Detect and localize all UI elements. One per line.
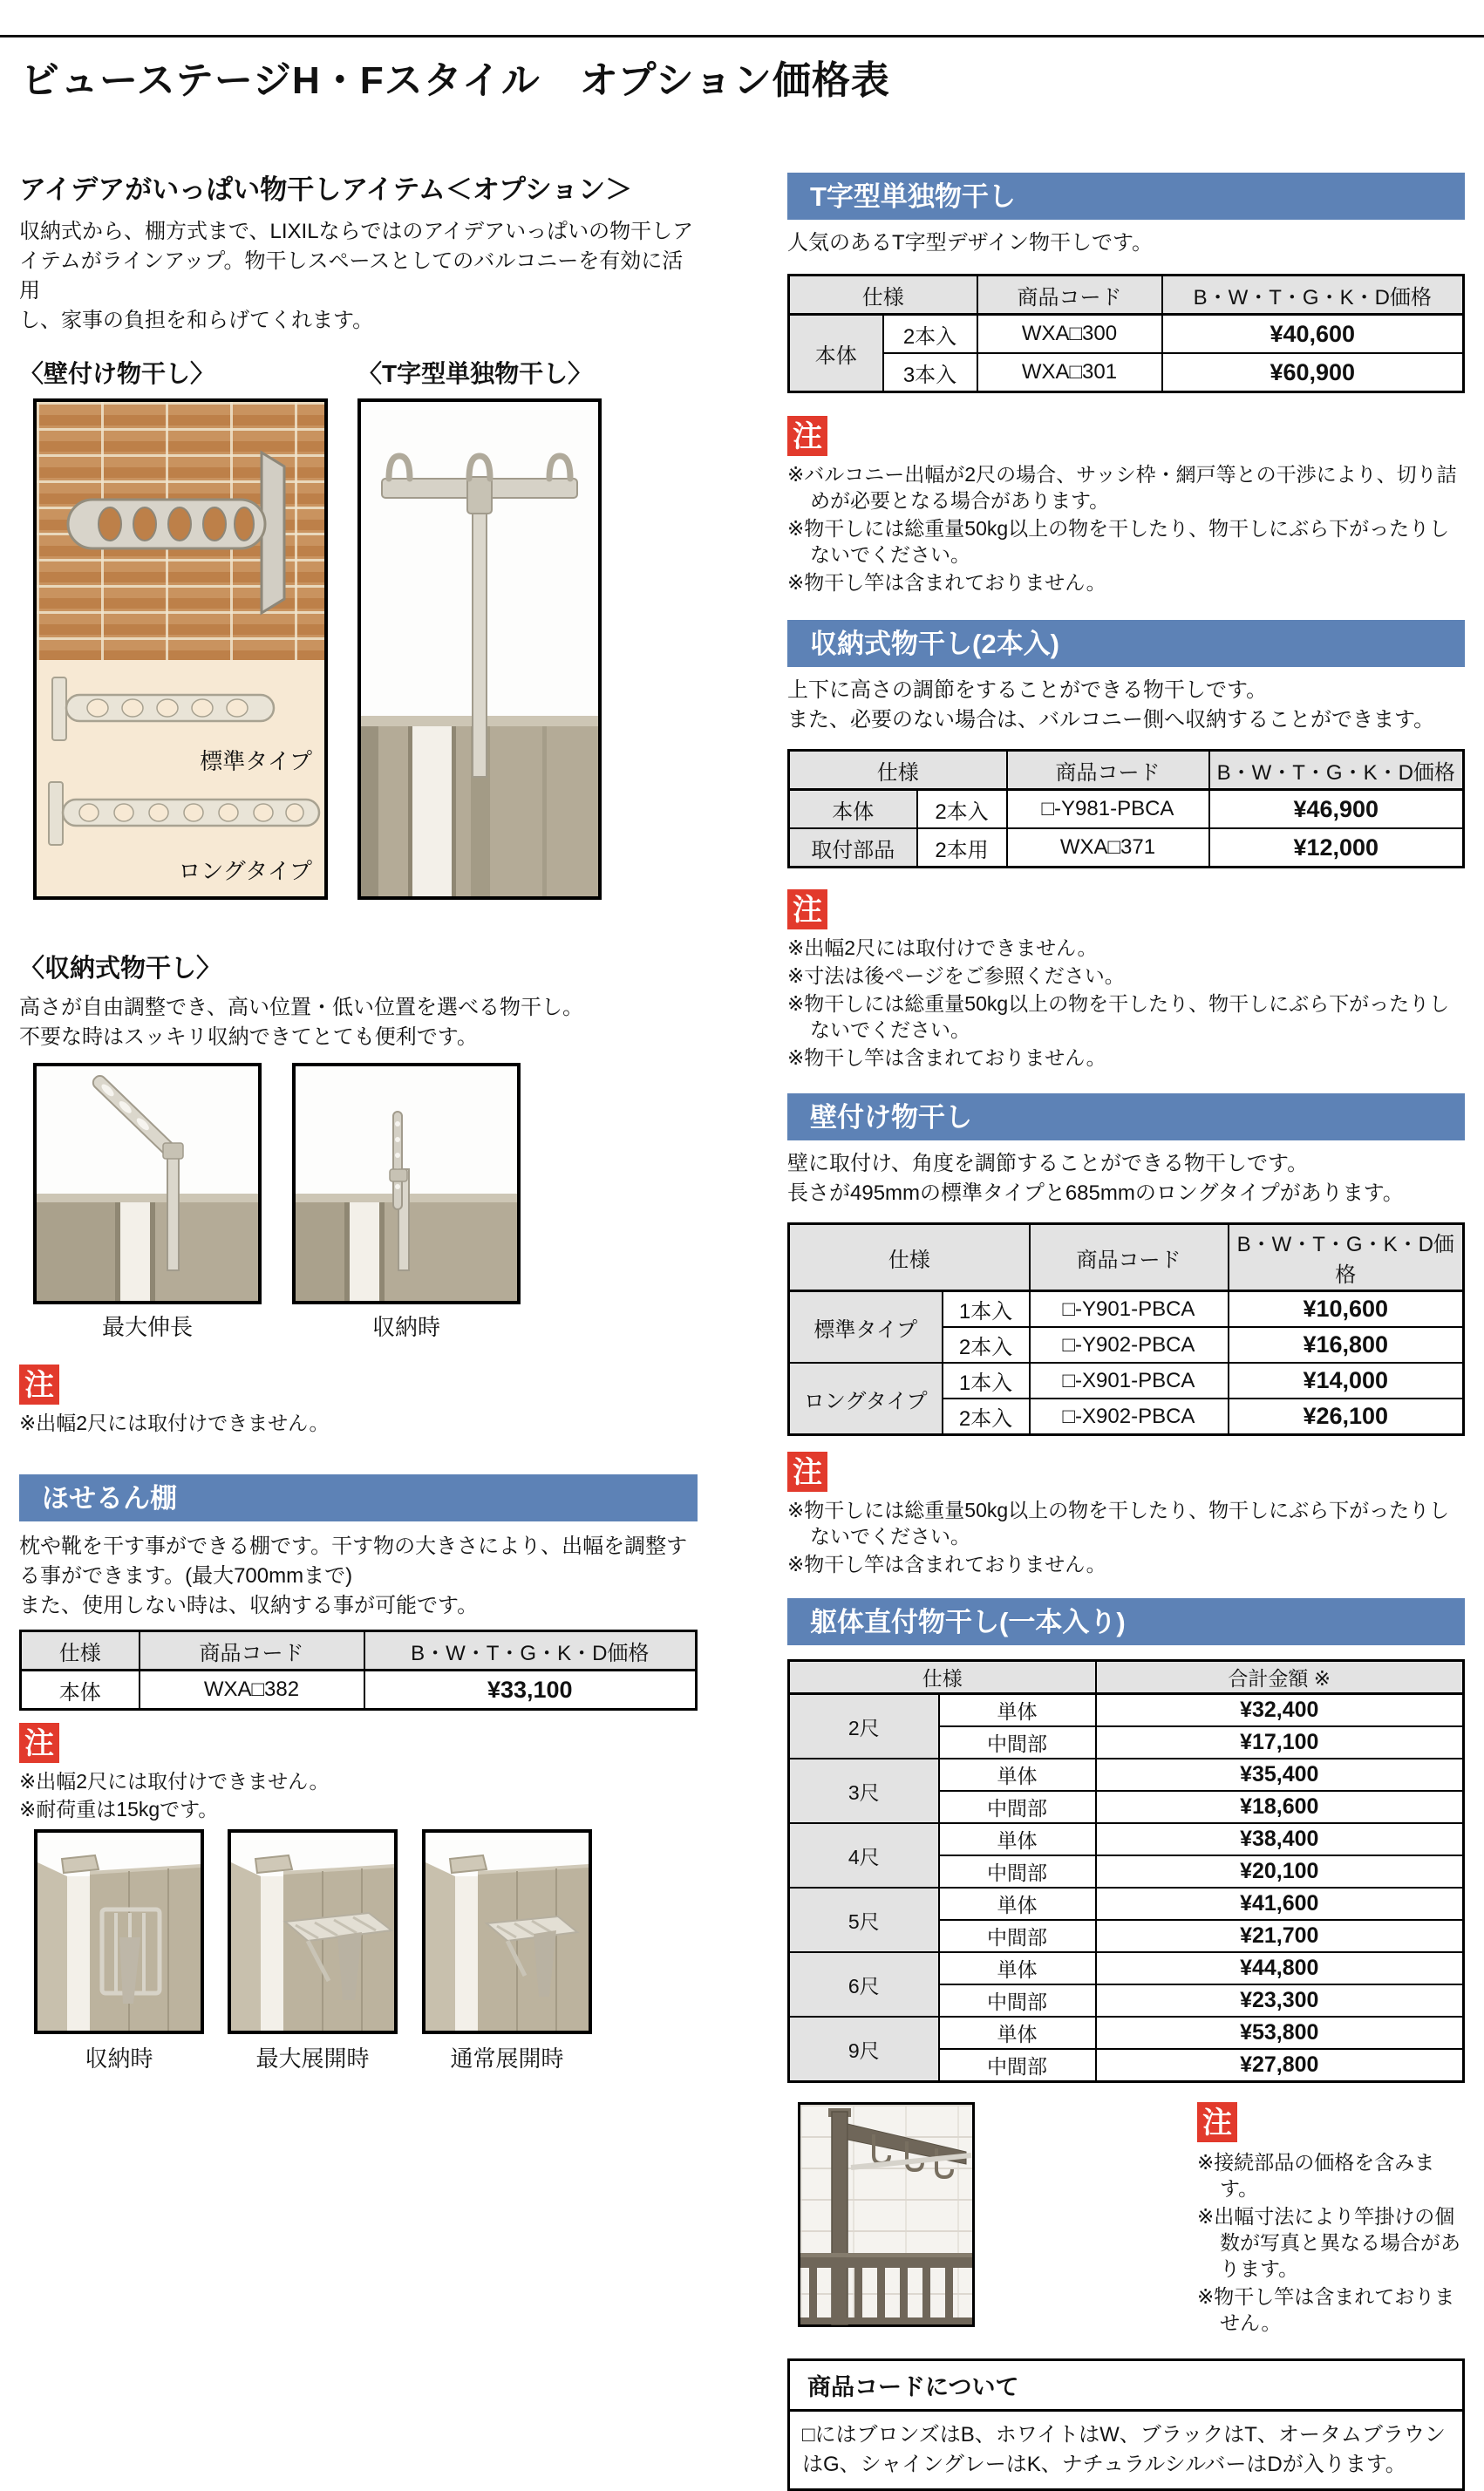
col-header-price: B・W・T・G・K・D価格	[364, 1631, 697, 1671]
direct-mount-bottom-row	[787, 2102, 1465, 2339]
variant-cell: 中間部	[939, 1791, 1096, 1823]
t-pole-graphic	[361, 402, 598, 896]
wall-mount-price-table	[787, 1222, 1465, 1436]
variant-cell: 2本用	[917, 828, 1007, 868]
spec-cell: 標準タイプ	[789, 1291, 943, 1364]
retractable-desc-line: 不要な時はスッキリ収納できてとても便利です。	[19, 1025, 478, 1049]
note-item: ※出幅2尺には取付けできません。	[19, 1770, 330, 1793]
shelf-photos-row	[19, 1829, 698, 2082]
wall-mount-desc-line: 壁に取付け、角度を調節することができる物干しです。	[787, 1152, 1309, 1175]
variant-cell: 単体	[939, 1759, 1096, 1791]
photo-labels-row	[19, 355, 698, 390]
retractable2-desc-line: また、必要のない場合は、バルコニー側へ収納することができます。	[787, 708, 1435, 732]
price-cell: ¥20,100	[1096, 1855, 1464, 1888]
note-item: ※出幅寸法により竿掛けの個数が写真と異なる場合があります。	[1197, 2205, 1460, 2280]
col-header-code: 商品コード	[977, 276, 1162, 315]
variant-cell: 中間部	[939, 2049, 1096, 2082]
t-bar-price-table	[787, 274, 1465, 393]
variant-cell: 単体	[939, 1888, 1096, 1920]
price-cell: ¥17,100	[1096, 1726, 1464, 1759]
retractable2-notes	[787, 935, 1465, 1071]
brick-wall-graphic	[37, 402, 324, 660]
shelf-max-open-caption: 最大展開時	[255, 2045, 370, 2072]
price-cell: ¥41,600	[1096, 1888, 1464, 1920]
col-header-code: 商品コード	[140, 1631, 364, 1671]
col-header-spec: 仕様	[21, 1631, 140, 1671]
col-header-total: 合計金額 ※	[1096, 1661, 1464, 1694]
price-cell: ¥23,300	[1096, 1984, 1464, 2017]
col-header-spec: 仕様	[789, 1661, 1096, 1694]
long-type-caption: ロングタイプ	[178, 858, 312, 884]
variant-cell: 2本入	[943, 1399, 1030, 1435]
variant-cell: 1本入	[943, 1291, 1030, 1328]
shelf-max-open-photo	[228, 1829, 398, 2034]
note-item: ※出幅2尺には取付けできません。	[787, 936, 1098, 959]
price-cell: ¥60,900	[1162, 353, 1464, 392]
note-item: ※出幅2尺には取付けできません。	[19, 1412, 330, 1434]
standard-type-caption: 標準タイプ	[200, 748, 312, 774]
shelf-desc-line: 枕や靴を干す事ができる棚です。干す物の大きさにより、出幅を調整する事ができます。(最大700mmまで)	[19, 1535, 688, 1588]
extended-arm-graphic	[37, 1066, 258, 1301]
col-header-spec: 仕様	[789, 276, 977, 315]
retractable2-price-table	[787, 749, 1465, 868]
retractable-desc	[19, 993, 698, 1052]
retractable2-desc	[787, 676, 1465, 735]
col-header-code: 商品コード	[1030, 1224, 1229, 1291]
shelf-price-table	[19, 1630, 698, 1711]
col-header-spec: 仕様	[789, 751, 1007, 790]
retractable-notes	[19, 1410, 698, 1436]
code-cell: WXA□301	[977, 353, 1162, 392]
top-rule	[0, 35, 1484, 37]
size-cell: 2尺	[789, 1694, 939, 1759]
note-icon: 注	[1197, 2102, 1237, 2142]
left-column	[19, 167, 698, 2082]
wall-mount-section-header: 壁付け物干し	[787, 1093, 1465, 1140]
product-code-info-title: 商品コードについて	[790, 2361, 1462, 2412]
note-item: ※物干しには総重量50kg以上の物を干したり、物干しにぶら下がったりしないでください。	[787, 992, 1450, 1041]
shelf-stored-caption: 収納時	[85, 2045, 153, 2072]
note-item: ※物干し竿は含まれておりません。	[1197, 2285, 1455, 2334]
price-cell: ¥33,100	[364, 1671, 697, 1710]
price-cell: ¥38,400	[1096, 1823, 1464, 1855]
retractable-heading: 〈収納式物干し〉	[19, 955, 222, 983]
intro-line: し、家事の負担を和らげてくれます。	[19, 309, 374, 332]
price-cell: ¥53,800	[1096, 2017, 1464, 2049]
note-item: ※物干し竿は含まれておりません。	[787, 571, 1106, 594]
col-header-code: 商品コード	[1007, 751, 1209, 790]
price-cell: ¥18,600	[1096, 1791, 1464, 1823]
price-cell: ¥12,000	[1209, 828, 1464, 868]
size-cell: 5尺	[789, 1888, 939, 1952]
retractable-photos-row	[19, 1063, 698, 1344]
variant-cell: 2本入	[917, 790, 1007, 829]
price-cell: ¥21,700	[1096, 1920, 1464, 1952]
direct-mount-price-table	[787, 1659, 1465, 2083]
shelf-normal-open-photo	[422, 1829, 592, 2034]
price-cell: ¥16,800	[1229, 1327, 1464, 1363]
code-cell: WXA□300	[977, 315, 1162, 354]
variant-cell: 単体	[939, 1823, 1096, 1855]
t-pole-label: 〈T字型単独物干し〉	[357, 360, 593, 387]
right-column	[787, 173, 1465, 2491]
variant-cell: 単体	[939, 2017, 1096, 2049]
note-icon: 注	[787, 416, 827, 456]
t-bar-notes	[787, 461, 1465, 596]
code-cell: □-X901-PBCA	[1030, 1363, 1229, 1399]
long-arm-graphic	[40, 777, 324, 852]
price-cell: ¥40,600	[1162, 315, 1464, 354]
wall-mount-desc-line: 長さが495mmの標準タイプと685mmのロングタイプがあります。	[787, 1181, 1404, 1205]
intro-line: 収納式から、棚方式まで、LIXILならではのアイデアいっぱいの物干しア	[19, 220, 694, 243]
price-cell: ¥32,400	[1096, 1694, 1464, 1727]
note-item: ※物干しには総重量50kg以上の物を干したり、物干しにぶら下がったりしないでください。	[787, 517, 1450, 566]
variant-cell: 3本入	[883, 353, 977, 392]
product-code-info-box	[787, 2358, 1465, 2491]
note-item: ※物干し竿は含まれておりません。	[787, 1553, 1106, 1576]
shelf-normal-open-caption: 通常展開時	[450, 2045, 564, 2072]
price-cell: ¥26,100	[1229, 1399, 1464, 1435]
code-cell: WXA□371	[1007, 828, 1209, 868]
spec-cell: ロングタイプ	[789, 1363, 943, 1435]
note-item: ※寸法は後ページをご参照ください。	[787, 964, 1125, 987]
standard-arm-graphic	[44, 672, 305, 747]
extended-arm-photo	[33, 1063, 262, 1304]
stored-arm-graphic	[296, 1066, 517, 1301]
size-cell: 4尺	[789, 1823, 939, 1888]
intro-paragraph	[19, 217, 698, 336]
note-item: ※物干し竿は含まれておりません。	[787, 1046, 1106, 1069]
variant-cell: 1本入	[943, 1363, 1030, 1399]
wall-mount-desc	[787, 1149, 1465, 1208]
note-item: ※耐荷重は15kgです。	[19, 1798, 219, 1821]
spec-cell: 本体	[789, 315, 883, 392]
spec-cell: 本体	[21, 1671, 140, 1710]
intro-heading: アイデアがいっぱい物干しアイテム＜オプション＞	[19, 174, 633, 205]
note-item: ※バルコニー出幅が2尺の場合、サッシ枠・網戸等との干渉により、切り詰めが必要となる場合があります。	[787, 463, 1457, 512]
direct-mount-section-header: 躯体直付物干し(一本入り)	[787, 1598, 1465, 1645]
col-header-spec: 仕様	[789, 1224, 1030, 1291]
size-cell: 9尺	[789, 2017, 939, 2082]
note-icon: 注	[787, 889, 827, 929]
spec-cell: 取付部品	[789, 828, 917, 868]
product-code-info-body: □にはブロンズはB、ホワイトはW、ブラックはT、オータムブラウンはG、シャイングレーはK、ナチュラルシルバーはDが入ります。	[802, 2423, 1446, 2476]
price-cell: ¥35,400	[1096, 1759, 1464, 1791]
size-cell: 6尺	[789, 1952, 939, 2017]
retractable-desc-line: 高さが自由調整でき、高い位置・低い位置を選べる物干し。	[19, 996, 584, 1019]
col-header-price: B・W・T・G・K・D価格	[1209, 751, 1464, 790]
t-bar-section-header: T字型単独物干し	[787, 173, 1465, 220]
shelf-stored-photo	[34, 1829, 204, 2034]
shelf-section-header: ほせるん棚	[19, 1474, 698, 1521]
shelf-desc	[19, 1532, 698, 1621]
shelf-stored-graphic	[37, 1833, 201, 2031]
col-header-price: B・W・T・G・K・D価格	[1229, 1224, 1464, 1291]
variant-cell: 中間部	[939, 1855, 1096, 1888]
col-header-price: B・W・T・G・K・D価格	[1162, 276, 1464, 315]
note-item: ※物干しには総重量50kg以上の物を干したり、物干しにぶら下がったりしないでください。	[787, 1499, 1450, 1548]
shelf-normal-open-graphic	[425, 1833, 589, 2031]
stored-caption: 収納時	[371, 1314, 440, 1340]
price-cell: ¥44,800	[1096, 1952, 1464, 1984]
note-icon: 注	[19, 1365, 59, 1405]
code-cell: WXA□382	[140, 1671, 364, 1710]
shelf-desc-line: また、使用しない時は、収納する事が可能です。	[19, 1594, 479, 1617]
wall-arm-graphic	[37, 402, 324, 660]
variant-cell: 中間部	[939, 1920, 1096, 1952]
top-photos-row	[19, 398, 698, 900]
variant-cell: 2本入	[943, 1327, 1030, 1363]
price-cell: ¥10,600	[1229, 1291, 1464, 1328]
variant-cell: 中間部	[939, 1984, 1096, 2017]
shelf-notes	[19, 1768, 698, 1822]
code-cell: □-Y902-PBCA	[1030, 1327, 1229, 1363]
variant-cell: 単体	[939, 1952, 1096, 1984]
variant-cell: 単体	[939, 1694, 1096, 1727]
note-icon: 注	[19, 1723, 59, 1763]
wall-mount-notes	[787, 1497, 1465, 1577]
size-cell: 3尺	[789, 1759, 939, 1823]
retractable2-desc-line: 上下に高さの調節をすることができる物干しです。	[787, 678, 1268, 702]
direct-mount-graphic	[800, 2105, 972, 2324]
wall-mount-label: 〈壁付け物干し〉	[19, 360, 215, 387]
intro-line: イテムがラインアップ。物干しスペースとしてのバルコニーを有効に活用	[19, 249, 684, 303]
note-icon: 注	[787, 1452, 827, 1492]
direct-mount-photo	[798, 2102, 975, 2327]
price-cell: ¥46,900	[1209, 790, 1464, 829]
spec-cell: 本体	[789, 790, 917, 829]
price-cell: ¥14,000	[1229, 1363, 1464, 1399]
variant-cell: 中間部	[939, 1726, 1096, 1759]
shelf-max-open-graphic	[231, 1833, 394, 2031]
page-title: ビューステージH・Fスタイル オプション価格表	[21, 59, 890, 102]
note-item: ※接続部品の価格を含みます。	[1197, 2151, 1435, 2200]
extended-caption: 最大伸長	[101, 1314, 193, 1340]
stored-arm-photo	[292, 1063, 521, 1304]
price-cell: ¥27,800	[1096, 2049, 1464, 2082]
wall-mount-photo	[33, 398, 328, 900]
code-cell: □-X902-PBCA	[1030, 1399, 1229, 1435]
code-cell: □-Y981-PBCA	[1007, 790, 1209, 829]
retractable2-section-header: 収納式物干し(2本入)	[787, 620, 1465, 667]
direct-mount-notes-block	[1197, 2102, 1460, 2338]
code-cell: □-Y901-PBCA	[1030, 1291, 1229, 1328]
variant-cell: 2本入	[883, 315, 977, 354]
t-bar-desc: 人気のあるT字型デザイン物干しです。	[787, 231, 1154, 255]
direct-mount-notes	[1197, 2149, 1460, 2336]
product-arms-panel	[37, 660, 324, 896]
t-pole-photo	[357, 398, 602, 900]
